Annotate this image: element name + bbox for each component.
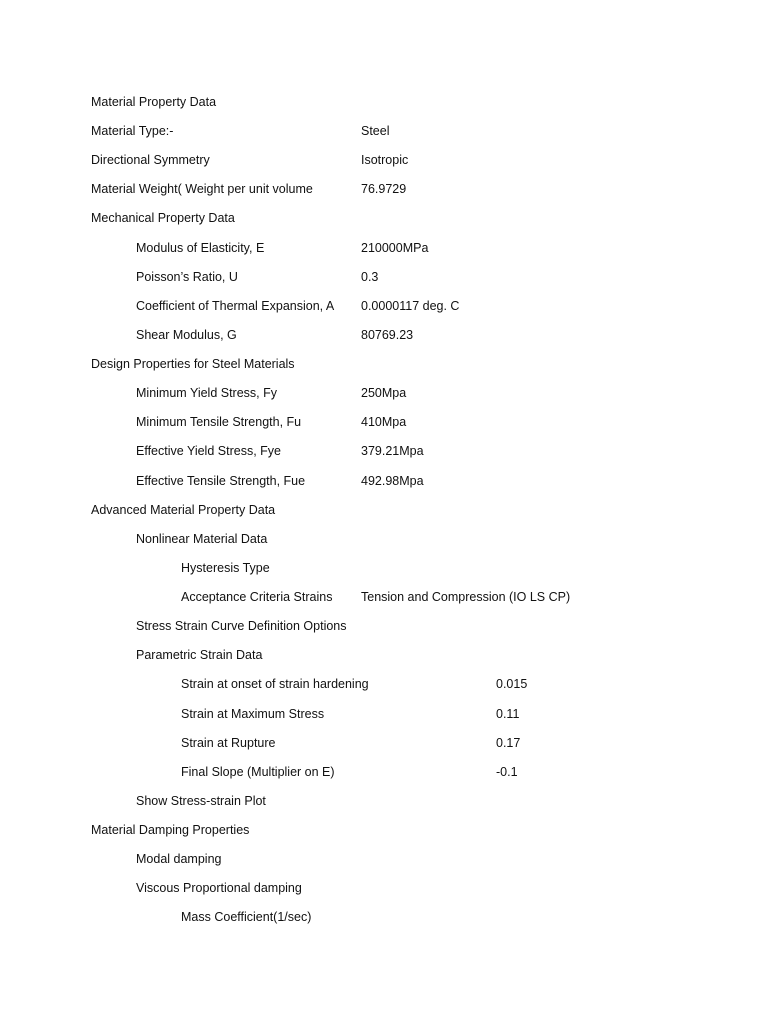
- row-label: Modal damping: [136, 852, 222, 866]
- row-label: Strain at onset of strain hardening: [181, 677, 369, 691]
- row-label: Strain at Maximum Stress: [181, 707, 325, 721]
- row-value: 0.11: [496, 707, 520, 721]
- row-label: Design Properties for Steel Materials: [91, 357, 295, 371]
- row-label: Nonlinear Material Data: [136, 532, 268, 546]
- row-label: Material Damping Properties: [91, 823, 250, 837]
- row-value: Isotropic: [361, 153, 409, 167]
- row-value: 410Mpa: [361, 415, 407, 429]
- row-label: Acceptance Criteria Strains: [181, 590, 333, 604]
- row-label: Viscous Proportional damping: [136, 881, 302, 895]
- row-label: Mechanical Property Data: [91, 211, 235, 225]
- row-value: 492.98Mpa: [361, 474, 424, 488]
- row-label: Mass Coefficient(1/sec): [181, 910, 312, 924]
- row-value: 379.21Mpa: [361, 444, 424, 458]
- row-label: Coefficient of Thermal Expansion, A: [136, 299, 335, 313]
- row-label: Final Slope (Multiplier on E): [181, 765, 335, 779]
- row-value: 80769.23: [361, 328, 414, 342]
- row-label: Poisson’s Ratio, U: [136, 270, 238, 284]
- row-label: Show Stress-strain Plot: [136, 794, 266, 808]
- row-label: Material Property Data: [91, 95, 217, 109]
- row-label: Minimum Tensile Strength, Fu: [136, 415, 302, 429]
- row-label: Effective Tensile Strength, Fue: [136, 474, 306, 488]
- row-value: 0.015: [496, 677, 528, 691]
- row-value: 250Mpa: [361, 386, 407, 400]
- row-label: Shear Modulus, G: [136, 328, 237, 342]
- row-value: 76.9729: [361, 182, 407, 196]
- row-label: Material Weight( Weight per unit volume: [91, 182, 313, 196]
- row-value: 0.17: [496, 736, 521, 750]
- row-value: Tension and Compression (IO LS CP): [361, 590, 571, 604]
- row-label: Hysteresis Type: [181, 561, 270, 575]
- row-label: Strain at Rupture: [181, 736, 276, 750]
- row-label: Minimum Yield Stress, Fy: [136, 386, 278, 400]
- row-value: 0.3: [361, 270, 379, 284]
- row-label: Stress Strain Curve Definition Options: [136, 619, 347, 633]
- row-value: Steel: [361, 124, 390, 138]
- row-label: Advanced Material Property Data: [91, 503, 276, 517]
- row-value: -0.1: [496, 765, 518, 779]
- row-value: 0.0000117 deg. C: [361, 299, 460, 313]
- row-label: Directional Symmetry: [91, 153, 210, 167]
- row-label: Modulus of Elasticity, E: [136, 241, 265, 255]
- row-label: Material Type:-: [91, 124, 174, 138]
- row-label: Effective Yield Stress, Fye: [136, 444, 281, 458]
- row-label: Parametric Strain Data: [136, 648, 263, 662]
- row-value: 210000MPa: [361, 241, 429, 255]
